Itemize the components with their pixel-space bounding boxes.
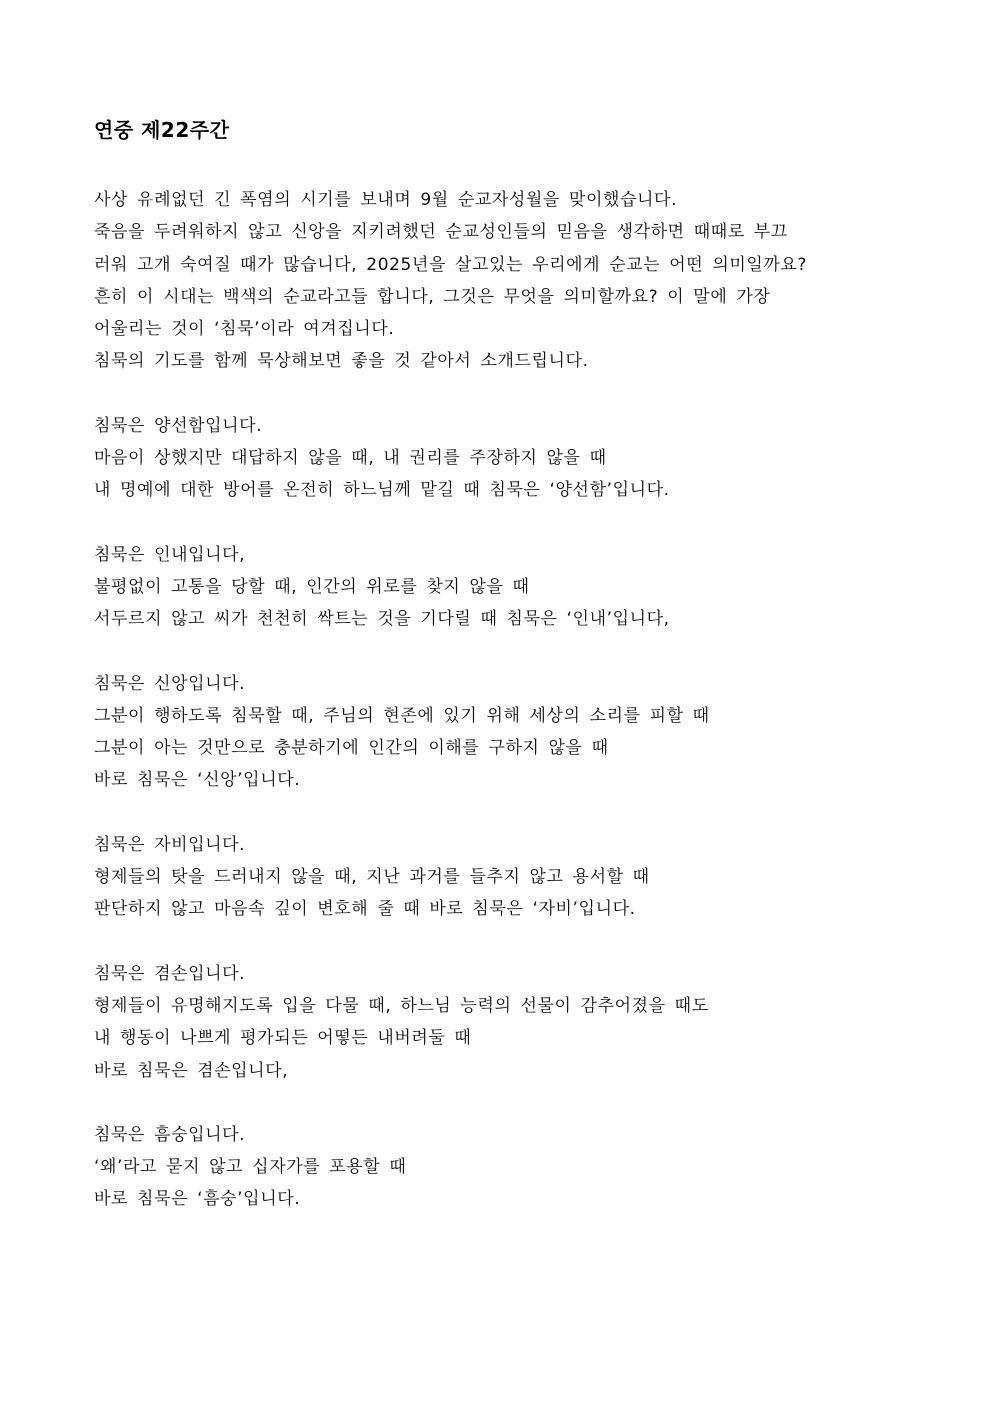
- document-page: [94, 114, 924, 1248]
- text-line: 러워 고개 숙여질 때가 많습니다, 2025년을 살고있는 우리에게 순교는 어떤 의미일까요?: [94, 254, 808, 275]
- text-line: 침묵은 양선함입니다.: [94, 415, 263, 436]
- text-line: 바로 침묵은 ‘신앙’입니다.: [94, 770, 301, 791]
- paragraph-goodness: [94, 410, 924, 507]
- text-line: 마음이 상했지만 대답하지 않을 때, 내 권리를 주장하지 않을 때: [94, 448, 607, 469]
- text-line: 그분이 아는 것만으로 충분하기에 인간의 이해를 구하지 않을 때: [94, 738, 609, 759]
- text-line: 침묵의 기도를 함께 묵상해보면 좋을 것 같아서 소개드립니다.: [94, 351, 589, 372]
- document-title: 연중 제22주간: [94, 118, 230, 142]
- text-line: 죽음을 두려워하지 않고 신앙을 지키려했던 순교성인들의 믿음을 생각하면 때때로 부끄: [94, 222, 788, 243]
- paragraph-adoration: [94, 1119, 924, 1216]
- paragraph-patience: [94, 539, 924, 636]
- text-line: 판단하지 않고 마음속 깊이 변호해 줄 때 바로 침묵은 ‘자비’입니다.: [94, 899, 636, 920]
- text-line: 형제들의 탓을 드러내지 않을 때, 지난 과거를 들추지 않고 용서할 때: [94, 867, 650, 888]
- text-line: 그분이 행하도록 침묵할 때, 주님의 현존에 있기 위해 세상의 소리를 피할 때: [94, 705, 710, 726]
- paragraph-humility: [94, 958, 924, 1087]
- text-line: 어울리는 것이 ‘침묵’이라 여겨집니다.: [94, 319, 395, 340]
- text-line: 형제들이 유명해지도록 입을 다물 때, 하느님 능력의 선물이 감추어졌을 때도: [94, 995, 709, 1016]
- text-line: 불평없이 고통을 당할 때, 인간의 위로를 찾지 않을 때: [94, 576, 530, 597]
- text-line: 바로 침묵은 겸손입니다,: [94, 1060, 289, 1081]
- text-line: 침묵은 겸손입니다.: [94, 963, 246, 984]
- text-line: 사상 유례없던 긴 폭염의 시기를 보내며 9월 순교자성월을 맞이했습니다.: [94, 190, 678, 210]
- text-line: 내 명예에 대한 방어를 온전히 하느님께 맡길 때 침묵은 ‘양선함’입니다.: [94, 480, 670, 501]
- text-line: 침묵은 인내입니다,: [94, 544, 246, 565]
- text-line: ‘왜’라고 묻지 않고 십자가를 포용할 때: [94, 1157, 407, 1178]
- text-line: 바로 침묵은 ‘흠숭’입니다.: [94, 1189, 301, 1210]
- paragraph-intro: [94, 184, 924, 378]
- text-line: 서두르지 않고 씨가 천천히 싹트는 것을 기다릴 때 침묵은 ‘인내’입니다,: [94, 609, 670, 630]
- text-line: 흔히 이 시대는 백색의 순교라고들 합니다, 그것은 무엇을 의미할까요? 이 말에 가장: [94, 286, 771, 307]
- text-line: 침묵은 흠숭입니다.: [94, 1124, 246, 1145]
- text-line: 침묵은 자비입니다.: [94, 834, 246, 855]
- text-line: 내 행동이 나쁘게 평가되든 어떻든 내버려둘 때: [94, 1028, 472, 1049]
- text-line: 침묵은 신앙입니다.: [94, 673, 246, 694]
- paragraph-mercy: [94, 829, 924, 926]
- paragraph-faith: [94, 668, 924, 797]
